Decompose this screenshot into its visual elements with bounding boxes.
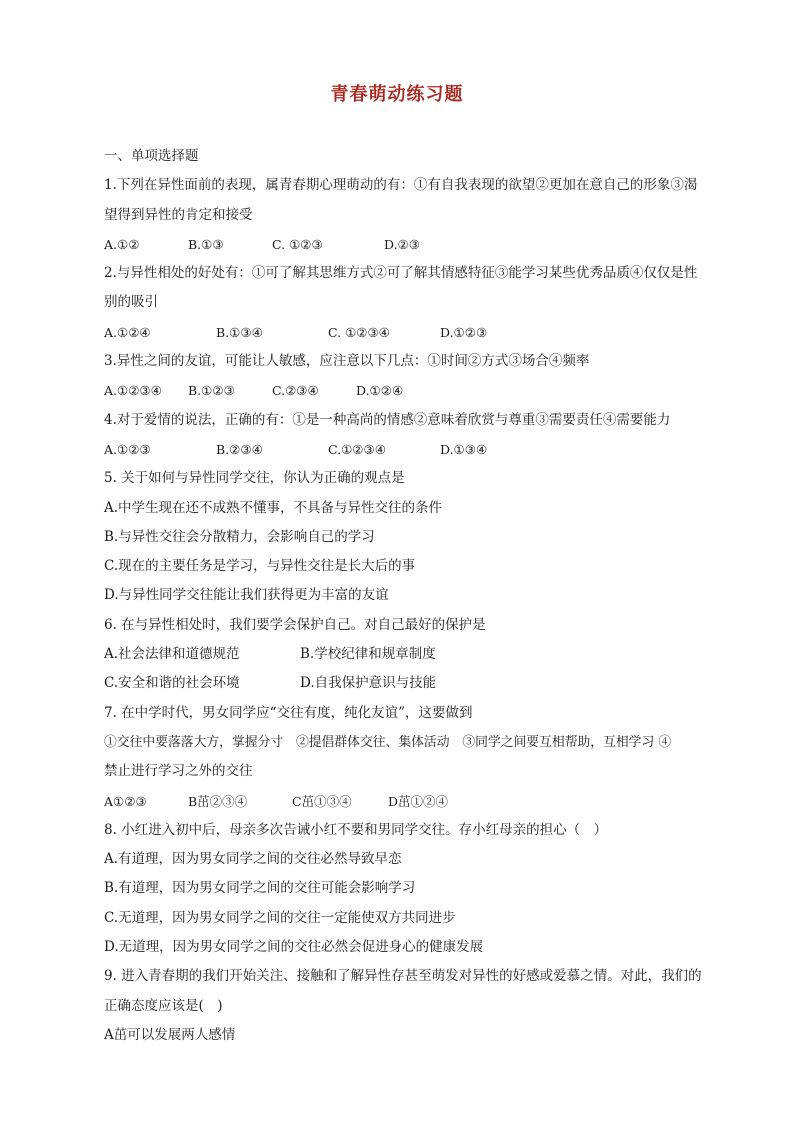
question-9-stem-cont: 正确态度应该是( )	[104, 997, 223, 1014]
option: C. ①②③④	[328, 324, 390, 340]
option: D.①③④	[440, 441, 488, 457]
question-8-option-c: C.无道理，因为男女同学之间的交往一定能使双方共同进步	[104, 909, 456, 926]
question-7-statements: ①交往中要落落大方，掌握分寸 ②提倡群体交往、集体活动 ③同学之间要互相帮助，互相学习 ④	[104, 734, 672, 750]
question-7-stem: 7. 在中学时代，男女同学应“交往有度，纯化友谊”，这要做到	[104, 704, 473, 721]
option: C. ①②③	[272, 236, 323, 252]
question-8-stem: 8. 小红进入初中后，母亲多次告诫小红不要和男同学交往。存小红母亲的担心（ ）	[104, 821, 608, 838]
question-9-stem: 9. 进入青春期的我们开始关注、接触和了解异性存甚至萌发对异性的好感或爱慕之情。对此，我们的	[104, 968, 702, 985]
question-4-options	[0, 435, 794, 464]
option: B.学校纪律和规章制度	[300, 646, 436, 663]
question-5-option-b: B.与异性交往会分散精力，会影响自己的学习	[104, 528, 375, 545]
option: A①②③	[104, 793, 147, 809]
option: D.②③	[384, 236, 420, 252]
option: C茁①③④	[292, 793, 352, 809]
question-5-stem: 5. 关于如何与异性同学交往，你认为正确的观点是	[104, 470, 405, 487]
question-5-option-d: D.与异性同学交往能让我们获得更为丰富的友谊	[104, 587, 389, 604]
question-3-stem: 3.异性之间的友谊，可能让人敏感，应注意以下几点：①时间②方式③场合④频率	[104, 353, 590, 370]
question-7-options	[0, 787, 794, 816]
question-3-options	[0, 376, 794, 405]
question-1-stem-cont: 望得到异性的肯定和接受	[104, 206, 253, 223]
option: D茁①②④	[388, 793, 449, 809]
question-2-stem: 2.与异性相处的好处有：①可了解其思维方式②可了解其情感特征③能学习某些优秀品质④仅仅是性	[104, 265, 698, 282]
option: B.①②③	[188, 383, 235, 399]
option: A.①②③	[104, 441, 151, 457]
option: A.①②	[104, 236, 140, 252]
section-heading: 一、单项选择题	[104, 148, 199, 164]
option: A.①②④	[104, 324, 151, 340]
question-8-option-b: B.有道理，因为男女同学之间的交往可能会影响学习	[104, 880, 416, 897]
question-5-option-c: C.现在的主要任务是学习，与异性交往是长大后的事	[104, 558, 416, 575]
question-6-options-row-1	[0, 640, 794, 669]
question-6-options-row-2	[0, 669, 794, 698]
question-8-option-d: D.无道理，因为男女同学之间的交往必然会促进身心的健康发展	[104, 939, 484, 956]
option: C.②③④	[272, 383, 319, 399]
question-6-stem: 6. 在与异性相处时，我们要学会保护自己。对自己最好的保护是	[104, 616, 486, 633]
option: D.①②③	[440, 324, 488, 340]
question-5-option-a: A.中学生现在还不成熟不懂事，不具备与异性交往的条件	[104, 499, 443, 516]
option: A.①②③④	[104, 383, 162, 399]
question-4-stem: 4.对于爱情的说法，正确的有：①是一种高尚的情感②意味着欣赏与尊重③需要责任④需要能力	[104, 411, 671, 428]
option: B茁②③④	[188, 793, 248, 809]
question-1-options	[0, 230, 794, 259]
question-2-options	[0, 318, 794, 347]
question-list	[0, 142, 794, 1050]
option: D.①②④	[356, 383, 404, 399]
option: B.①③	[188, 236, 224, 252]
question-2-stem-cont: 别的吸引	[104, 294, 158, 311]
question-1-stem: 1.下列在异性面前的表现，属青春期心理萌动的有：①有自我表现的欲望②更加在意自己的形象③渴	[104, 177, 698, 194]
option: B.①③④	[216, 324, 263, 340]
question-7-statements-cont: 禁止进行学习之外的交往	[104, 763, 253, 780]
page-title: 青春萌动练习题	[330, 84, 464, 105]
option: C.①②③④	[328, 441, 386, 457]
option: B.②③④	[216, 441, 263, 457]
option: A.社会法律和道德规范	[104, 646, 240, 663]
option: C.安全和谐的社会环境	[104, 675, 240, 692]
option: D.自我保护意识与技能	[300, 675, 437, 692]
question-9-option-a: A茁可以发展两人感情	[104, 1026, 236, 1043]
question-8-option-a: A.有道理，因为男女同学之间的交往必然导致早恋	[104, 851, 402, 868]
